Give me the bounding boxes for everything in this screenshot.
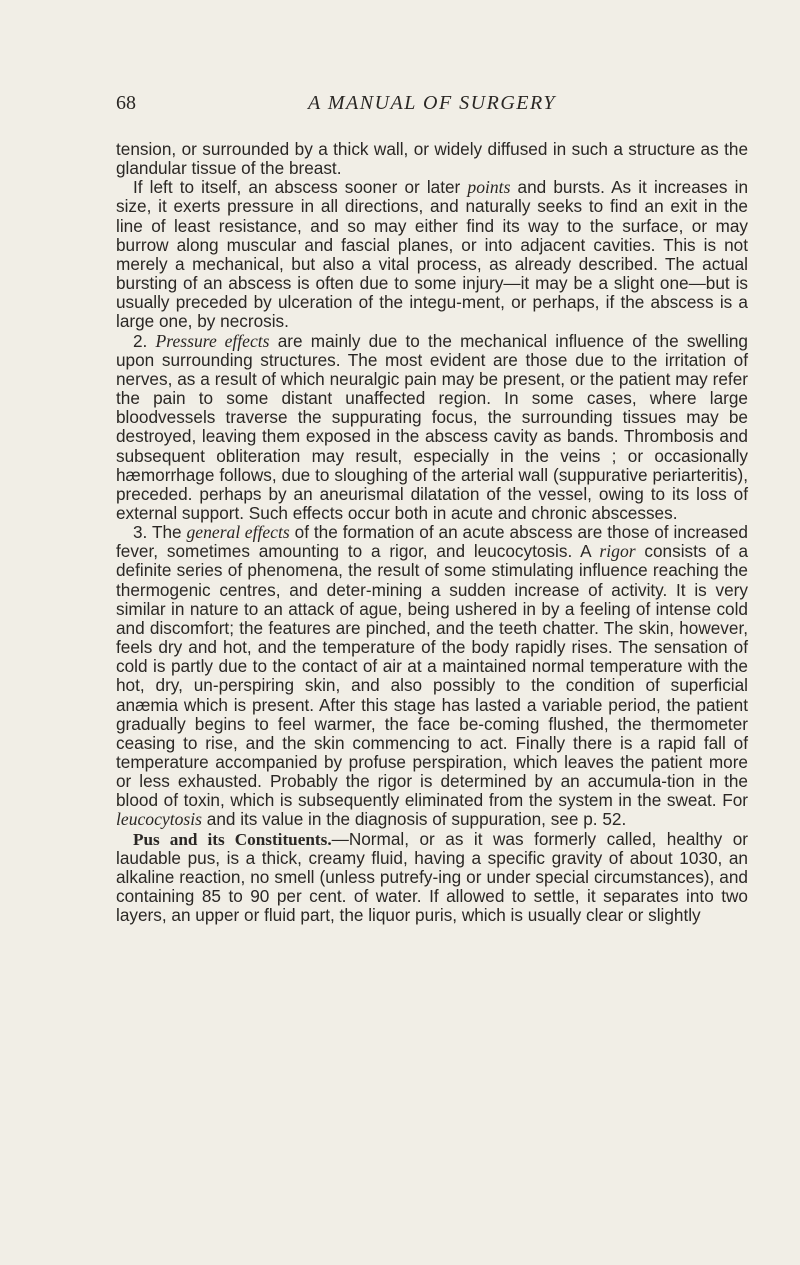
text-run: and bursts. As it increases in size, it exerts pressure in all directions, and naturally seeks to find an exit in the line of least resistance, and so may either find its way to the surface, or may burrow along muscular and fascial planes, or into adjacent cavities. This is not merely a mechanical, but also a vital process, as already described. The actual bursting of an abscess is often due to some injury—it may be a slight one—but is usually preceded by ulceration of the integu-ment, or perhaps, if the abscess is a large one, by necrosis. [116,177,748,332]
italic-term: rigor [599,541,636,562]
text-run: If left to itself, an abscess sooner or later [133,177,468,198]
text-run: of the formation of an acute abscess are those of increased fever, sometimes amounting to a rigor, and leucocytosis. A [116,522,748,562]
running-title: A MANUAL OF SURGERY [308,92,556,114]
page-header [116,92,748,118]
paragraph-general-effects [116,523,748,830]
italic-term: general effects [186,522,290,543]
section-heading: Pus and its Constituents. [133,829,332,849]
text-run: and its value in the diagnosis of suppuration, see p. 52. [201,809,627,830]
page-number: 68 [116,92,136,114]
paragraph-pressure-effects [116,332,748,524]
italic-term: leucocytosis [116,809,202,830]
text-run: are mainly due to the mechanical influence of the swelling upon surrounding structures. The most evident are those due to the irritation of nerves, as a result of which neuralgic pain may be present, or the patient may refer the pain to some distant unaffected region. In some cases, where large bloodvessels traverse the suppurating focus, the surrounding tissues may be destroyed, leaving them exposed in the abscess cavity as bands. Thrombosis and subsequent obliteration may result, especially in the veins ; or occasionally hæmorrhage follows, due to sloughing of the arterial wall (suppurative periarteritis), preceded. perhaps by an aneurismal dilatation of the vessel, owing to its loss of external support. Such effects occur both in acute and chronic abscesses. [116,330,748,523]
italic-term: points [467,177,511,198]
paragraph-pus-constituents [116,830,748,926]
body-text [116,140,748,925]
paragraph-continuation: tension, or surrounded by a thick wall, or widely diffused in such a structure as the glandular tissue of the breast. [116,139,748,179]
text-run: 2. [133,330,156,351]
text-run: 3. The [133,522,187,543]
paragraph-points [116,178,748,331]
text-run: —Normal, or as it was formerly called, healthy or laudable pus, is a thick, creamy fluid, having a specific gravity of about 1030, an alkaline reaction, no smell (unless putrefy-ing or under special circumstances), and containing 85 to 90 per cent. of water. If allowed to settle, it separates into two layers, an upper or fluid part, the liquor puris, which is usually clear or slightly [116,828,749,926]
italic-term: Pressure effects [155,330,270,351]
text-run: consists of a definite series of phenomena, the result of some stimulating influence reaching the thermogenic centres, and deter-mining a sudden increase of activity. It is very similar in nature to an attack of ague, being ushered in by a feeling of intense cold and discomfort; the features are pinched, and the teeth chatter. The skin, however, feels dry and hot, and the temperature of the body rapidly rises. The sensation of cold is partly due to the contact of air at a maintained normal temperature with the hot, dry, un-perspiring skin, and also possibly to the condition of superficial anæmia which is present. After this stage has lasted a variable period, the patient gradually begins to feel warmer, the face be-coming flushed, the thermometer ceasing to rise, and the skin commencing to act. Finally there is a rapid fall of temperature accompanied by profuse perspiration, which leaves the patient more or less exhausted. Probably the rigor is determined by an accumula-tion in the blood of toxin, which is subsequently eliminated from the system in the sweat. For [116,541,748,811]
